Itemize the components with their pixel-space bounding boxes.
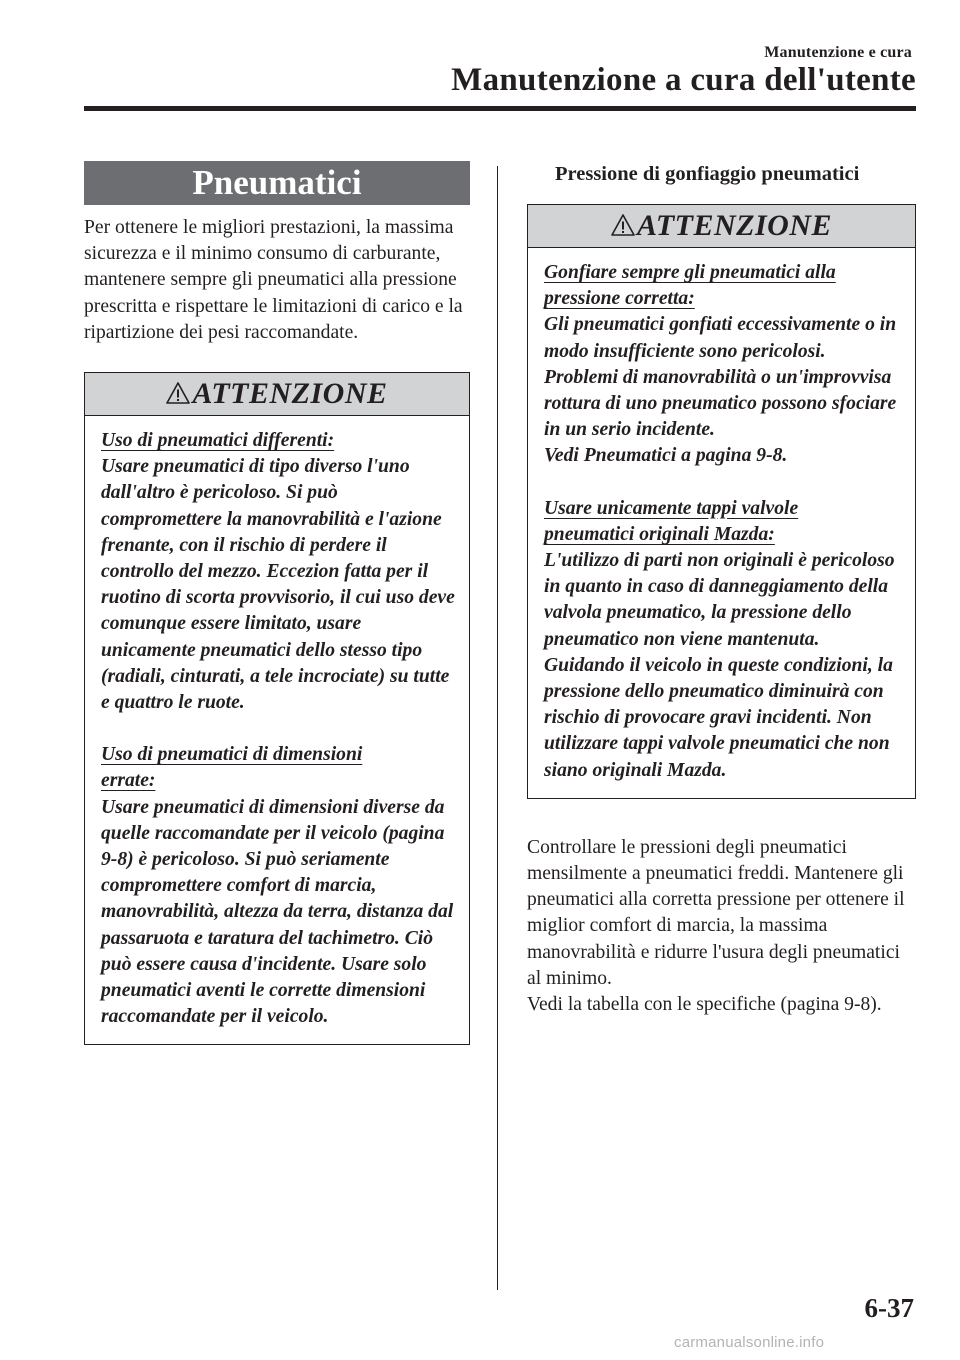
warning-text: L'utilizzo di parti non originali è pericoloso in quanto in caso di danneggiamento della valvola pneumatico, la pressione dello pneumatico non viene mantenuta. Guidando il veicolo in queste condizioni, la pressione dello pneumatico diminuirà con rischio di provocare gravi incidenti. Non utilizzare tappi valvole pneumatici che non siano originali Mazda.: [544, 550, 895, 781]
warning-body: [528, 248, 915, 798]
running-header-chapter: Manutenzione a cura dell'utente: [451, 62, 916, 98]
subsection-title: Pressione di gonfiaggio pneumatici: [555, 163, 860, 185]
warning-subheading: Uso di pneumatici differenti:: [101, 430, 335, 452]
warning-text: Usare pneumatici di tipo diverso l'uno dall'altro è pericoloso. Si può compromettere la manovrabilità e l'azione frenante, con il rischio di perdere il controllo del mezzo. Eccezion fatta per il ruotino di scorta provvisorio, il cui uso deve comunque essere limitato, usare unicamente pneumatici dello stesso tipo (radiali, cinturati, a tele incrociate) su tutte e quattro le ruote.: [101, 456, 455, 714]
warning-triangle-icon: [611, 213, 635, 237]
section-title-banner: Pneumatici: [84, 161, 470, 205]
watermark-text: carmanualsonline.info: [674, 1334, 825, 1351]
left-column: [84, 161, 470, 1045]
warning-header: [528, 205, 915, 248]
warning-text: Usare pneumatici di dimensioni diverse da quelle raccomandate per il veicolo (pagina 9-8) è pericoloso. Si può seriamente compromettere comfort di marcia, manovrabilità, altezza da terra, distanza dal passaruota e taratura del tachimetro. Ciò può essere causa d'incidente. Usare solo pneumatici aventi le corrette dimensioni raccomandate per il veicolo.: [101, 796, 454, 1028]
warning-box-tire-types: [84, 372, 470, 1045]
header-rule: [84, 106, 916, 111]
warning-header: [85, 373, 469, 416]
warning-title: ATTENZIONE: [192, 377, 388, 411]
right-column: [527, 161, 916, 1018]
warning-subheading: Gonfiare sempre gli pneumatici alla pressione corretta:: [544, 262, 836, 310]
warning-triangle-icon: [166, 381, 190, 405]
pressure-check-paragraph: Controllare le pressioni degli pneumatici mensilmente a pneumatici freddi. Mantenere gli pneumatici alla corretta pressione per ottenere il miglior comfort di marcia, la massima manovrabilità e ridurre l'usura degli pneumatici al minimo.: [527, 836, 905, 989]
warning-body: [85, 416, 469, 1044]
running-header-section: Manutenzione e cura: [764, 44, 912, 61]
warning-box-tire-pressure: [527, 204, 916, 799]
warning-subheading: Usare unicamente tappi valvole pneumatici originali Mazda:: [544, 497, 799, 545]
warning-title: ATTENZIONE: [636, 209, 833, 242]
warning-text: Vedi Pneumatici a pagina 9-8.: [544, 445, 788, 467]
warning-text: Gli pneumatici gonfiati eccessivamente o in modo insufficiente sono pericolosi. Problemi di manovrabilità o un'improvvisa rottura di uno pneumatico possono sfociare in un serio incidente.: [544, 314, 897, 441]
column-divider: [497, 166, 498, 1290]
warning-subheading: Uso di pneumatici di dimensioni errate:: [101, 744, 363, 792]
intro-paragraph: Per ottenere le migliori prestazioni, la massima sicurezza e il minimo consumo di carburante, mantenere sempre gli pneumatici alla pressione prescritta e rispettare le limitazioni di carico e la ripartizione dei pesi raccomandate.: [84, 217, 463, 343]
page-number: 6-37: [864, 1293, 914, 1323]
spec-reference-paragraph: Vedi la tabella con le specifiche (pagina 9-8).: [527, 994, 882, 1016]
